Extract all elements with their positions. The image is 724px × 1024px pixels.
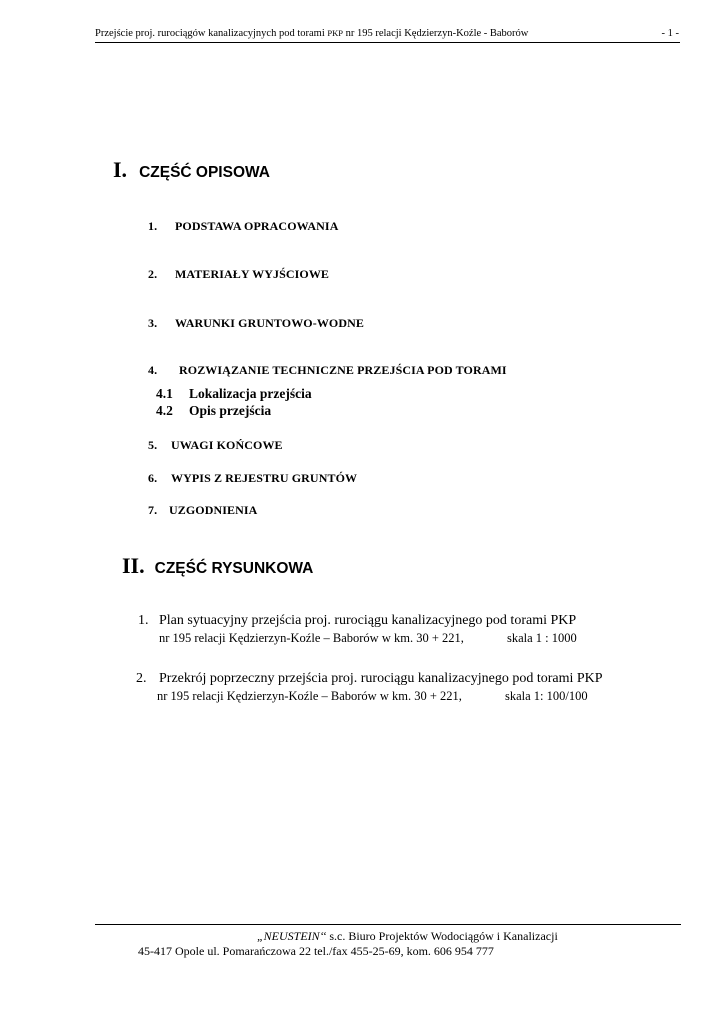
list-item: 2. MATERIAŁY WYJŚCIOWE	[148, 267, 330, 281]
section-2-numeral: II.	[122, 553, 145, 578]
list-item: 3. WARUNKI GRUNTOWO-WODNE	[148, 316, 364, 330]
drawing-item-2-line-2: nr 195 relacji Kędzierzyn-Koźle – Baborów w km. 30 + 221,	[157, 689, 462, 703]
header-title: Przejście proj. rurociągów kanalizacyjnych pod torami PKP nr 195 relacji Kędzierzyn-Koźle - Baborów	[95, 28, 529, 39]
company-name: „NEUSTEIN‘‘	[257, 929, 327, 943]
drawing-item-2-line-1: 2. Przekrój poprzeczny przejścia proj. rurociągu kanalizacyjnego pod torami PKP	[136, 671, 603, 686]
drawing-item-1-line-2: nr 195 relacji Kędzierzyn-Koźle – Baborów w km. 30 + 221,	[159, 631, 464, 645]
list-item: 5. UWAGI KOŃCOWE	[148, 438, 283, 452]
sub-list-item: 4.2 Opis przejścia	[156, 403, 272, 418]
list-item: 4. ROZWIĄZANIE TECHNICZNE PRZEJŚCIA POD TORAMI	[148, 363, 507, 377]
section-1-heading	[113, 157, 270, 183]
footer-company: „NEUSTEIN‘‘ s.c. Biuro Projektów Wodociągów i Kanalizacji	[257, 929, 558, 943]
drawing-item-2-scale: skala 1: 100/100	[505, 689, 588, 703]
drawing-item-1-scale: skala 1 : 1000	[507, 631, 577, 645]
list-item: 7. UZGODNIENIA	[148, 503, 258, 517]
drawing-item-1-line-1: 1. Plan sytuacyjny przejścia proj. rurociągu kanalizacyjnego pod torami PKP	[138, 613, 577, 628]
page-number: - 1 -	[661, 28, 679, 39]
sub-list-item: 4.1 Lokalizacja przejścia	[156, 386, 312, 401]
section-2-label: CZĘŚĆ RYSUNKOWA	[154, 560, 314, 577]
page-header	[95, 27, 680, 43]
list-item: 1. PODSTAWA OPRACOWANIA	[148, 219, 339, 233]
section-1-numeral: I.	[113, 157, 128, 182]
footer-divider	[95, 924, 681, 925]
section-2-heading	[122, 553, 313, 579]
list-item: 6. WYPIS Z REJESTRU GRUNTÓW	[148, 471, 358, 485]
footer-address: 45-417 Opole ul. Pomarańczowa 22 tel./fax 455-25-69, kom. 606 954 777	[138, 944, 494, 958]
section-1-label: CZĘŚĆ OPISOWA	[139, 164, 270, 181]
